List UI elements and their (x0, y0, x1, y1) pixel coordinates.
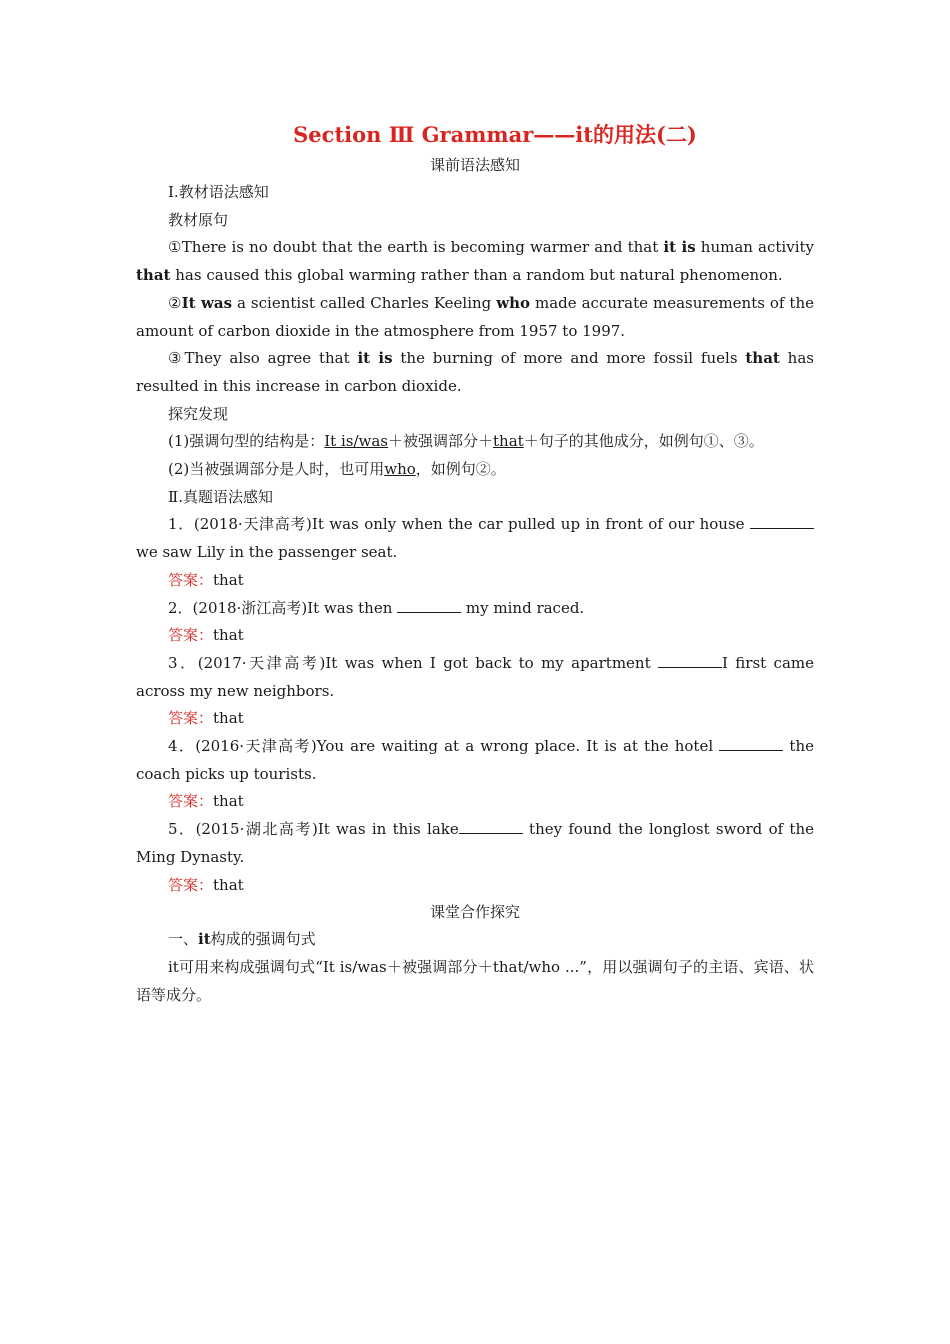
answer-1: 答案：that (168, 570, 244, 589)
document-page (136, 118, 814, 1009)
answer-blank (459, 819, 523, 834)
answer-5: 答案：that (168, 875, 244, 894)
answer-blank (397, 598, 461, 613)
part3-heading: 一、it构成的强调句式 (168, 930, 316, 949)
part2-heading: Ⅱ.真题语法感知 (168, 487, 273, 506)
question-4: 4．(2016·天津高考)You are waiting at a wrong place. It is at the hotel the coach picks up tourists. (136, 737, 814, 783)
section-heading-pre-class: 课前语法感知 (429, 156, 520, 174)
answer-3: 答案：that (168, 709, 244, 728)
discovery-label: 探究发现 (168, 404, 229, 423)
question-5: 5．(2015·湖北高考)It was in this lake they found the longlost sword of the Ming Dynasty. (136, 820, 814, 866)
question-3: 3．(2017·天津高考)It was when I got back to my apartment I first came across my new neighbors. (136, 653, 814, 700)
example-sentence-1: ①There is no doubt that the earth is becoming warmer and that it is human activity that has caused this global warming rather than a random but natural phenomenon. (136, 238, 814, 285)
example-sentence-3: ③They also agree that it is the burning of more and more fossil fuels that has resulted in this increase in carbon dioxide. (136, 349, 814, 395)
answer-4: 答案：that (168, 792, 244, 811)
discovery-point-2: (2)当被强调部分是人时，也可用who，如例句②。 (168, 460, 506, 479)
section-heading-in-class: 课堂合作探究 (429, 903, 520, 922)
answer-blank (658, 653, 722, 668)
page-title: Section Ⅲ Grammar——it的用法(二) (293, 122, 697, 147)
question-2: 2．(2018·浙江高考)It was then my mind raced. (168, 598, 585, 617)
answer-blank (719, 736, 783, 751)
example-sentence-2: ②It was a scientist called Charles Keeling who made accurate measurements of the amount of carbon dioxide in the atmosphere from 1957 to 1997. (136, 293, 814, 340)
question-1: 1．(2018·天津高考)It was only when the car pulled up in front of our house we saw Lily in the passenger seat. (136, 511, 814, 566)
answer-blank (750, 514, 814, 529)
original-sentences-label: 教材原句 (168, 210, 229, 229)
part3-paragraph: it可用来构成强调句式“It is/was＋被强调部分＋that/who ...”，用以强调句子的主语、宾语、状语等成分。 (136, 957, 814, 1004)
part1-heading: Ⅰ.教材语法感知 (168, 183, 269, 201)
discovery-point-1: (1)强调句型的结构是：It is/was＋被强调部分＋that＋句子的其他成分，如例句①、③。 (168, 432, 764, 451)
answer-2: 答案：that (168, 626, 244, 645)
